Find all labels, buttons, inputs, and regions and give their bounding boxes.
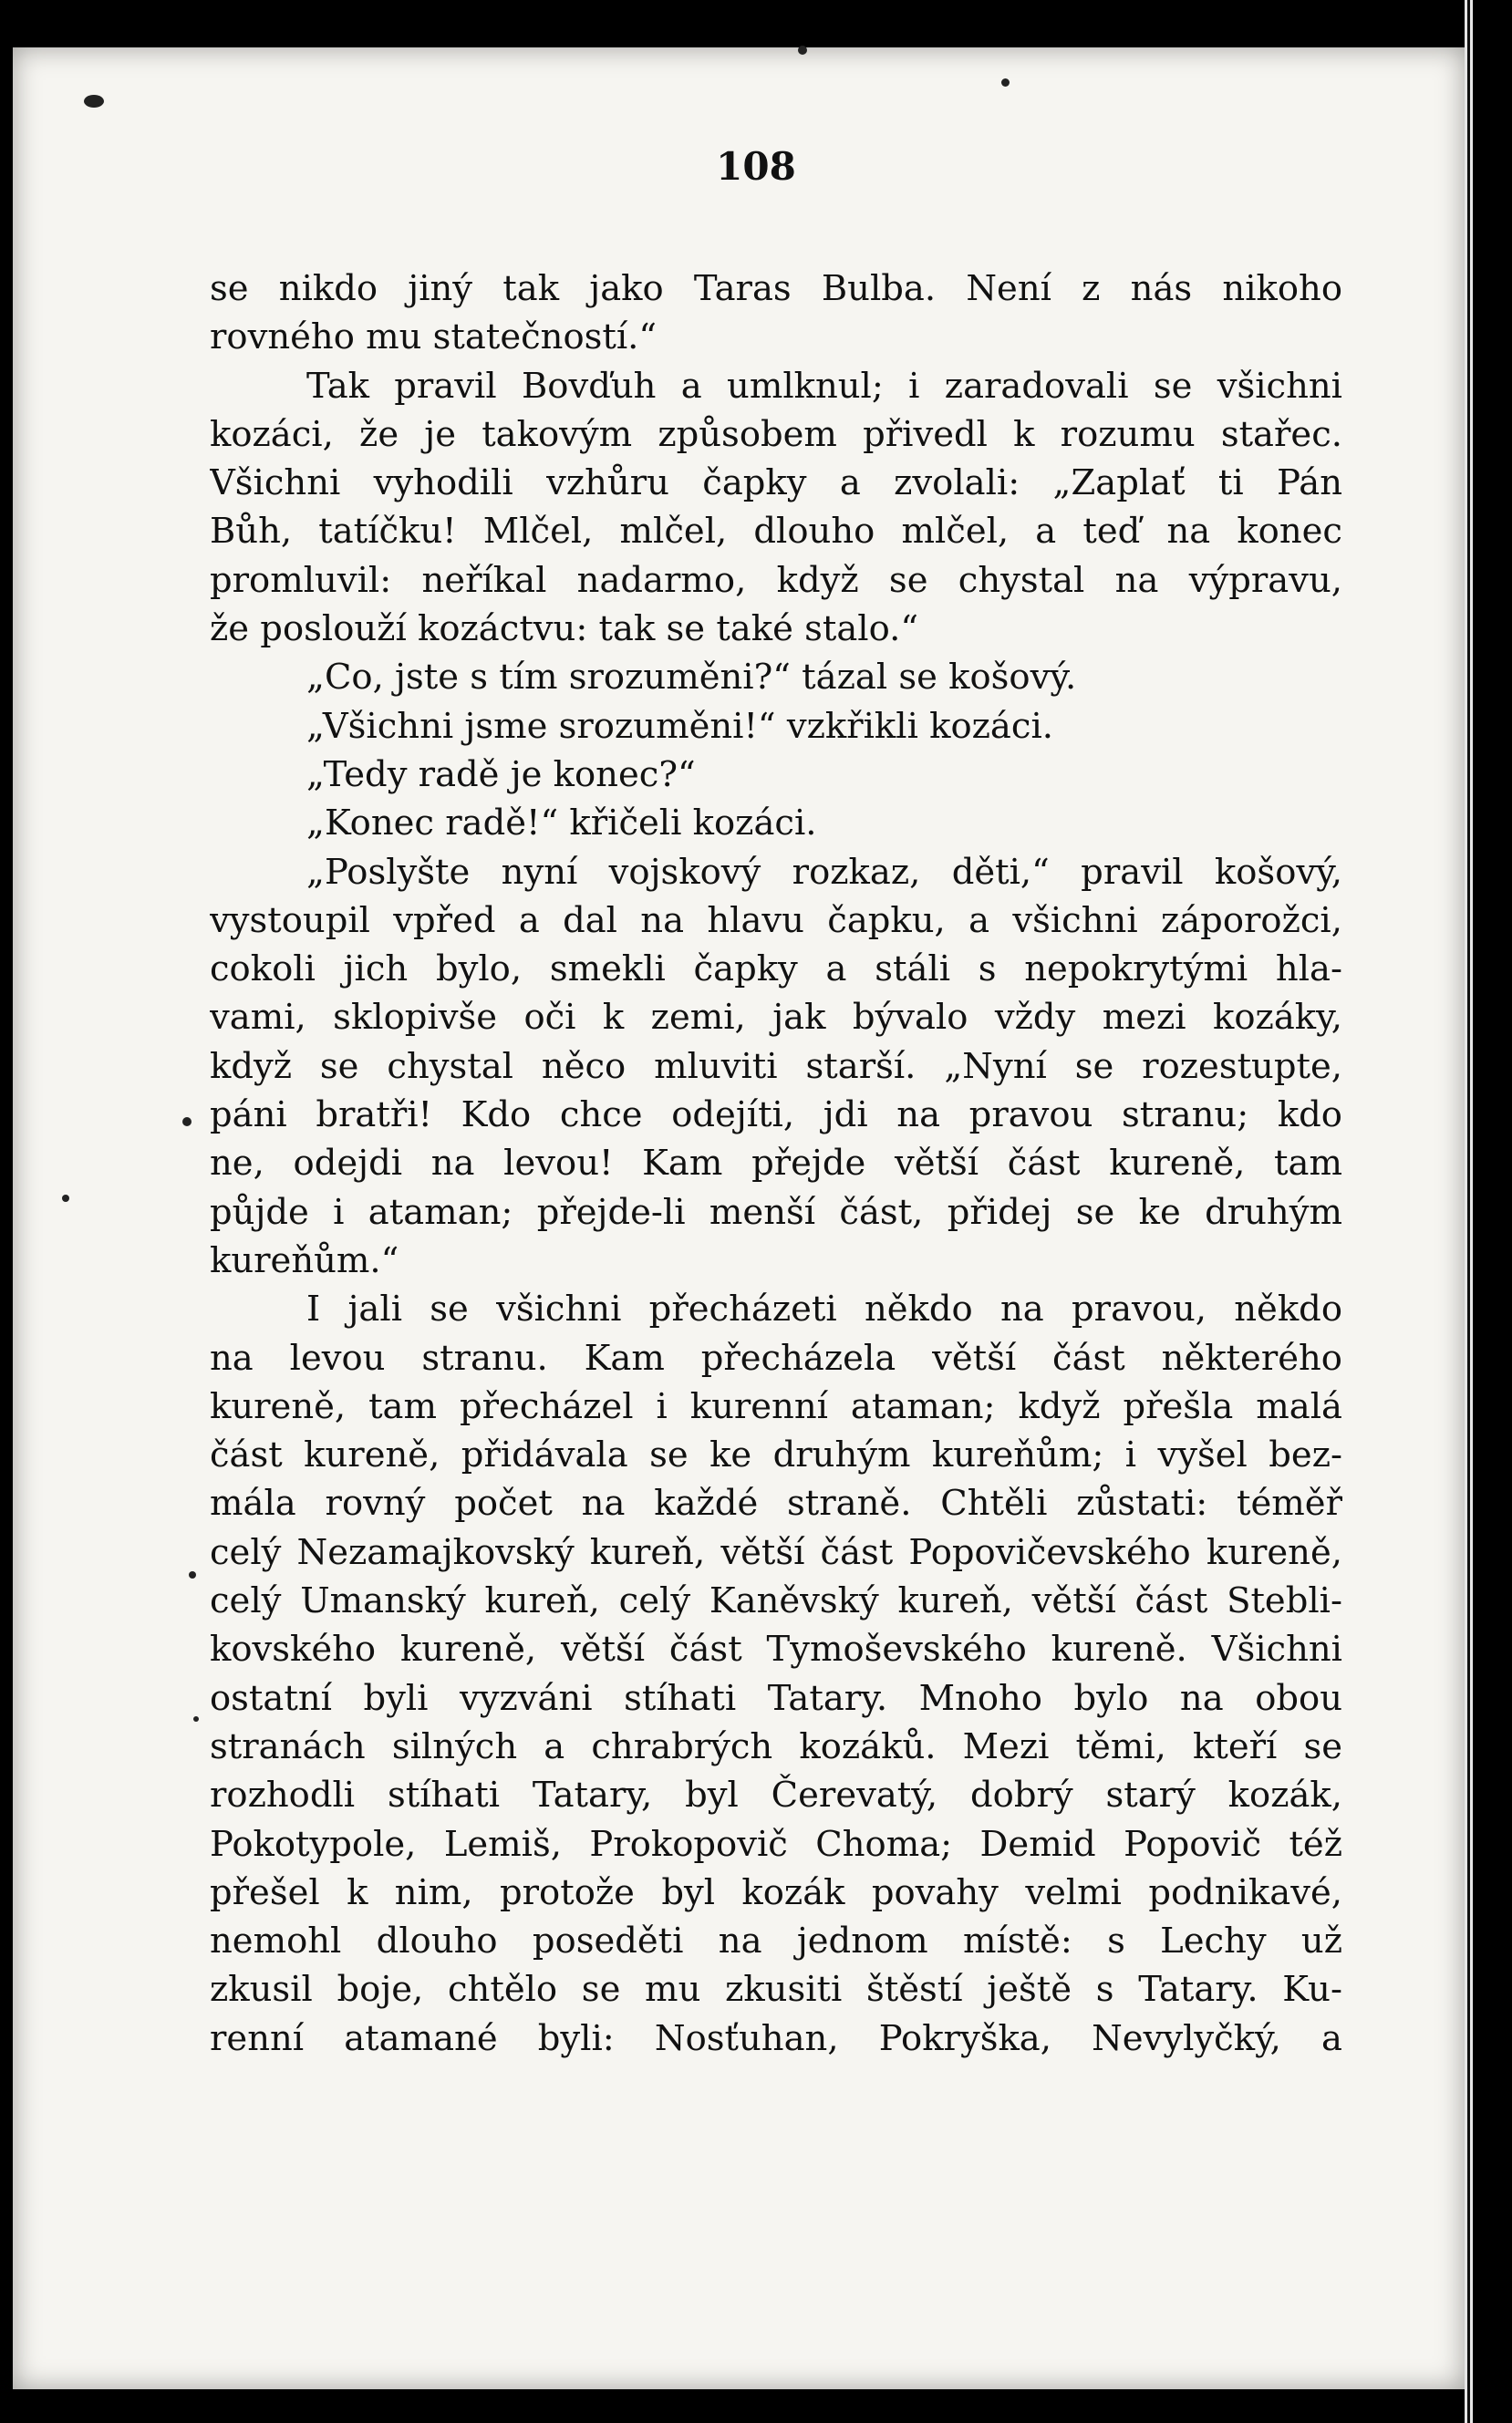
ink-speck [62,1195,69,1202]
text-line: kozáci, že je takovým způsobem přivedl k rozumu stařec. [210,413,1342,455]
text-line: promluvil: neříkal nadarmo, když se chystal na výpravu, [210,559,1342,601]
text-line: „Co, jste s tím srozuměni?“ tázal se košový. [306,657,1077,699]
text-line: se nikdo jiný tak jako Taras Bulba. Není z nás nikoho [210,268,1342,309]
text-line: ostatní byli vyzváni stíhati Tatary. Mnoho bylo na obou [210,1677,1342,1719]
text-line: přešel k nim, protože byl kozák povahy velmi podnikavé, [210,1871,1342,1913]
text-line: páni bratři! Kdo chce odejíti, jdi na pravou stranu; kdo [210,1094,1342,1136]
ink-speck [1001,78,1010,87]
text-line: Všichni vyhodili vzhůru čapky a zvolali: „Zaplať ti Pán [210,462,1342,504]
body-text [210,264,1342,2063]
text-line: „Tedy radě je konec?“ [306,753,696,795]
text-line: rozhodli stíhati Tatary, byl Čerevatý, dobrý starý kozák, [210,1775,1342,1817]
text-line: celý Umanský kureň, celý Kaněvský kureň, větší část Stebli- [210,1580,1342,1622]
page-edge [1465,0,1474,2423]
ink-speck [84,95,104,108]
text-line: když se chystal něco mluviti starší. „Nyní se rozestupte, [210,1045,1342,1087]
text-line: kureně, tam přecházel i kurenní ataman; když přešla malá [210,1385,1342,1427]
text-line: stranách silných a chrabrých kozáků. Mezi těmi, kteří se [210,1725,1342,1767]
text-line: rovného mu statečností.“ [210,316,658,358]
page-number: 108 [716,144,796,189]
ink-speck [189,1571,196,1579]
text-line: vystoupil vpřed a dal na hlavu čapku, a všichni záporožci, [210,899,1342,941]
text-line: Pokotypole, Lemiš, Prokopovič Choma; Demid Popovič též [210,1823,1342,1865]
text-line: „Poslyšte nyní vojskový rozkaz, děti,“ pravil košový, [306,851,1342,893]
text-line: Bůh, tatíčku! Mlčel, mlčel, dlouho mlčel, a teď na konec [210,511,1342,553]
ink-speck [798,46,807,55]
text-line: půjde i ataman; přejde-li menší část, přidej se ke druhým [210,1191,1342,1233]
text-line: ne, odejdi na levou! Kam přejde větší část kureně, tam [210,1143,1342,1185]
text-line: mála rovný počet na každé straně. Chtěli zůstati: téměř [210,1483,1342,1525]
ink-speck [193,1716,199,1722]
text-line: I jali se všichni přecházeti někdo na pravou, někdo [306,1289,1342,1331]
text-line: na levou stranu. Kam přecházela větší část některého [210,1337,1342,1379]
text-line: nemohl dlouho poseděti na jednom místě: s Lechy už [210,1921,1342,1962]
text-line: část kureně, přidávala se ke druhým kureňům; i vyšel bez- [210,1434,1342,1476]
text-line: „Konec radě!“ křičeli kozáci. [306,802,817,844]
text-line: zkusil boje, chtělo se mu zkusiti štěstí ještě s Tatary. Ku- [210,1969,1342,2011]
text-line: „Všichni jsme srozuměni!“ vzkřikli kozáci. [306,705,1053,747]
text-line: vami, sklopivše oči k zemi, jak bývalo vždy mezi kozáky, [210,997,1342,1039]
text-line: Tak pravil Bovďuh a umlknul; i zaradovali se všichni [306,365,1342,407]
ink-speck [182,1117,192,1126]
text-line: že poslouží kozáctvu: tak se také stalo.“ [210,608,919,650]
text-line: celý Nezamajkovský kureň, větší část Popovičevského kureně, [210,1531,1342,1573]
text-line: kovského kureně, větší část Tymoševského kureně. Všichni [210,1629,1342,1671]
text-line: cokoli jich bylo, smekli čapky a stáli s nepokrytými hla- [210,948,1342,990]
text-line: kureňům.“ [210,1239,399,1281]
text-line: renní atamané byli: Nosťuhan, Pokryška, Nevylyčký, a [210,2017,1342,2059]
